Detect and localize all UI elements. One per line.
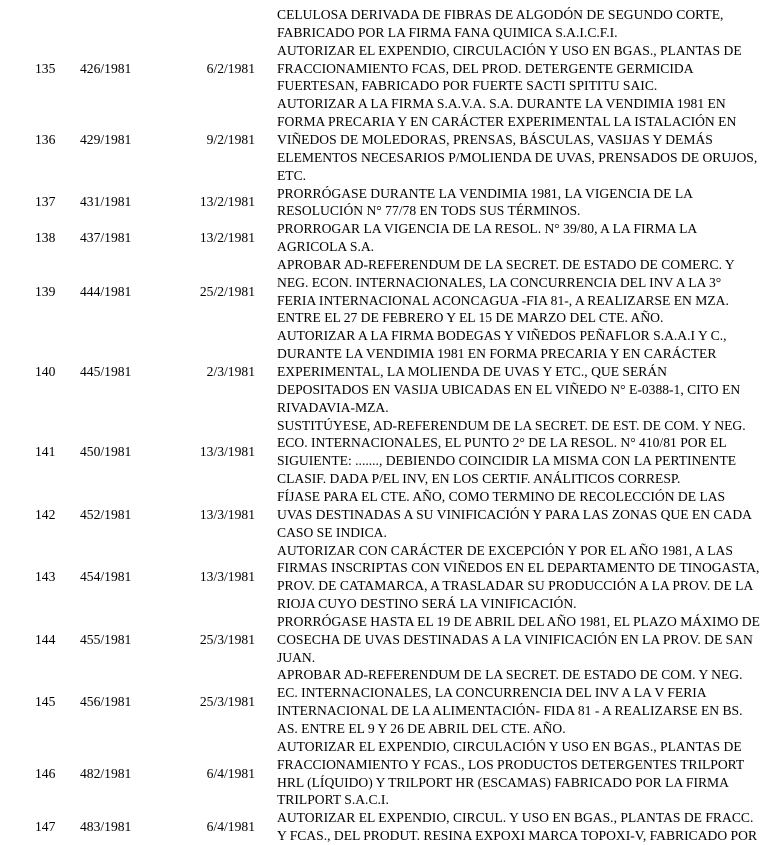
- row-number: 145: [35, 694, 56, 710]
- resolution-number: 431/1981: [80, 194, 132, 210]
- description-line: CASO SE INDICA.: [277, 524, 387, 540]
- description-line: COSECHA DE UVAS DESTINADAS A LA VINIFICACIÓN EN LA PROV. DE SAN: [277, 631, 753, 647]
- description-line: EC. INTERNACIONALES, LA CONCURRENCIA DEL INV A LA V FERIA: [277, 685, 707, 701]
- row-number: 138: [35, 230, 56, 246]
- resolution-number: 482/1981: [80, 765, 132, 781]
- description-line: TRILPORT S.A.C.I.: [277, 792, 389, 808]
- description-line: UVAS DESTINADAS A SU VINIFICACIÓN Y PARA LAS ZONAS QUE EN CADA: [277, 506, 752, 522]
- description-line: FERIA INTERNACIONAL ACONCAGUA -FIA 81-, A REALIZARSE EN MZA.: [277, 292, 729, 308]
- description-line: NEG. ECON. INTERNACIONALES, LA CONCURRENCIA DEL INV A LA 3°: [277, 274, 722, 290]
- resolution-number: 455/1981: [80, 631, 132, 647]
- resolution-date: 13/3/1981: [199, 506, 255, 522]
- resolution-date: 6/4/1981: [206, 819, 255, 835]
- row-number: 144: [35, 631, 56, 647]
- description-line: AUTORIZAR EL EXPENDIO, CIRCULACIÓN Y USO EN BGAS., PLANTAS DE: [277, 738, 742, 754]
- resolution-number: 444/1981: [80, 283, 132, 299]
- description-line: AUTORIZAR A LA FIRMA BODEGAS Y VIÑEDOS PEÑAFLOR S.A.A.I Y C.,: [277, 328, 727, 344]
- description-line: AUTORIZAR CON CARÁCTER DE EXCEPCIÓN Y POR EL AÑO 1981, A LAS: [277, 542, 733, 558]
- resolution-date: 25/3/1981: [199, 631, 255, 647]
- description-line: JUAN.: [277, 649, 316, 665]
- row-number: 136: [35, 131, 56, 147]
- description-line: AGRICOLA S.A.: [277, 239, 375, 255]
- description-line: DURANTE LA VENDIMIA 1981 EN FORMA PRECARIA Y EN CARÁCTER: [277, 346, 717, 362]
- description-line: ELEMENTOS NECESARIOS P/MOLIENDA DE UVAS, PRENSADOS DE ORUJOS,: [277, 149, 758, 165]
- row-number: 142: [35, 506, 56, 522]
- row-number: 147: [35, 819, 56, 835]
- row-number: 140: [35, 364, 56, 379]
- resolution-number: 452/1981: [80, 506, 132, 522]
- resolution-date: 6/4/1981: [206, 765, 255, 781]
- description-line: AUTORIZAR EL EXPENDIO, CIRCUL. Y USO EN BGAS., PLANTAS DE FRACC.: [277, 810, 754, 826]
- description-line: HRL (LÍQUIDO) Y TRILPORT HR (ESCAMAS) FABRICADO POR LA FIRMA: [277, 774, 729, 790]
- resolution-date: 25/2/1981: [199, 283, 255, 299]
- resolution-date: 13/3/1981: [199, 444, 255, 460]
- resolution-number: 450/1981: [80, 444, 132, 460]
- resolution-date: 25/3/1981: [199, 694, 255, 710]
- row-number: 139: [35, 283, 56, 299]
- row-number: 143: [35, 569, 56, 585]
- resolution-date: 13/2/1981: [199, 194, 255, 210]
- description-line: SIGUIENTE: ......., DEBIENDO COINCIDIR LA MISMA CON LA PERTINENTE: [277, 453, 737, 469]
- row-number: 146: [35, 765, 56, 781]
- resolution-number: 429/1981: [80, 131, 132, 147]
- resolution-date: 13/2/1981: [199, 230, 255, 246]
- description-line: SUSTITÚYESE, AD-REFERENDUM DE LA SECRET. DE EST. DE COM. Y NEG.: [277, 417, 746, 433]
- description-line: CELULOSA DERIVADA DE FIBRAS DE ALGODÓN DE SEGUNDO CORTE,: [277, 7, 724, 22]
- description-line: AS. ENTRE EL 9 Y 26 DE ABRIL DEL CTE. AÑO.: [277, 721, 566, 736]
- resolution-date: 9/2/1981: [206, 131, 255, 147]
- resolution-number: 454/1981: [80, 569, 132, 585]
- row-number: 141: [35, 444, 56, 460]
- row-number: 137: [35, 194, 56, 210]
- description-line: DEPOSITADOS EN VASIJA UBICADAS EN EL VIÑEDO N° E-0388-1, CITO EN: [277, 381, 741, 397]
- row-number: 135: [35, 60, 56, 76]
- resolution-number: 456/1981: [80, 694, 132, 710]
- description-line: ENTRE EL 27 DE FEBRERO Y EL 15 DE MARZO DEL CTE. AÑO.: [277, 310, 664, 326]
- description-line: Y FCAS., DEL PRODUT. RESINA EXPOXI MARCA TOPOXI-V, FABRICADO POR: [277, 828, 758, 844]
- description-line: FRACCIONAMIENTO FCAS, DEL PROD. DETERGENTE GERMICIDA: [277, 60, 694, 76]
- description-line: FRACCIONAMIENTO Y FCAS., LOS PRODUCTOS DETERGENTES TRILPORT: [277, 756, 745, 772]
- description-line: ETC.: [277, 167, 307, 183]
- resolution-number: 445/1981: [80, 364, 132, 379]
- description-line: APROBAR AD-REFERENDUM DE LA SECRET. DE ESTADO DE COM. Y NEG.: [277, 667, 743, 683]
- description-line: PRORRÓGASE DURANTE LA VENDIMIA 1981, LA VIGENCIA DE LA: [277, 185, 694, 201]
- description-line: AUTORIZAR EL EXPENDIO, CIRCULACIÓN Y USO EN BGAS., PLANTAS DE: [277, 42, 742, 58]
- description-line: CLASIF. DADA P/EL INV, EN LOS CERTIF. ANÁLITICOS CORRESP.: [277, 471, 681, 487]
- description-line: EXPERIMENTAL, LA MOLIENDA DE UVAS Y ETC., QUE SERÁN: [277, 364, 667, 379]
- description-line: PRORROGAR LA VIGENCIA DE LA RESOL. N° 39/80, A LA FIRMA LA: [277, 221, 698, 237]
- resolution-date: 13/3/1981: [199, 569, 255, 585]
- description-line: FÍJASE PARA EL CTE. AÑO, COMO TERMINO DE RECOLECCIÓN DE LAS: [277, 488, 726, 504]
- resolution-date: 6/2/1981: [206, 60, 255, 76]
- description-line: VIÑEDOS DE MOLEDORAS, PRENSAS, BÁSCULAS, VASIJAS Y DEMÁS: [277, 131, 713, 147]
- description-line: INTERNACIONAL DE LA ALIMENTACIÓN- FIDA 81 - A REALIZARSE EN BS.: [277, 703, 743, 719]
- description-line: AUTORIZAR A LA FIRMA S.A.V.A. S.A. DURANTE LA VENDIMIA 1981 EN: [277, 96, 726, 112]
- description-line: PRORRÓGASE HASTA EL 19 DE ABRIL DEL AÑO 1981, EL PLAZO MÁXIMO DE: [277, 613, 760, 629]
- resolution-number: 483/1981: [80, 819, 132, 835]
- description-line: ECO. INTERNACIONALES, EL PUNTO 2° DE LA RESOL. N° 410/81 POR EL: [277, 435, 727, 451]
- description-line: APROBAR AD-REFERENDUM DE LA SECRET. DE ESTADO DE COMERC. Y: [277, 256, 735, 272]
- resolution-number: 426/1981: [80, 60, 132, 76]
- description-line: FUERTESAN, FABRICADO POR FUERTE SACTI SPITITU SAIC.: [277, 78, 658, 94]
- description-line: PROV. DE CATAMARCA, A TRASLADAR SU PRODUCCIÓN A LA PROV. DE LA: [277, 578, 754, 594]
- resolution-number: 437/1981: [80, 230, 132, 246]
- resolution-date: 2/3/1981: [206, 364, 255, 379]
- description-line: RESOLUCIÓN N° 77/78 EN TODS SUS TÉRMINOS.: [277, 203, 581, 219]
- description-line: RIVADAVIA-MZA.: [277, 399, 389, 415]
- description-line: RIOJA CUYO DESTINO SERÁ LA VINIFICACIÓN.: [277, 596, 577, 612]
- description-line: FABRICADO POR LA FIRMA FANA QUIMICA S.A.I.C.F.I.: [277, 24, 618, 40]
- description-line: FIRMAS INSCRIPTAS CON VIÑEDOS EN EL DEPARTAMENTO DE TINOGASTA,: [277, 560, 760, 576]
- description-line: FORMA PRECARIA Y EN CARÁCTER EXPERIMENTAL LA ISTALACIÓN EN: [277, 114, 737, 130]
